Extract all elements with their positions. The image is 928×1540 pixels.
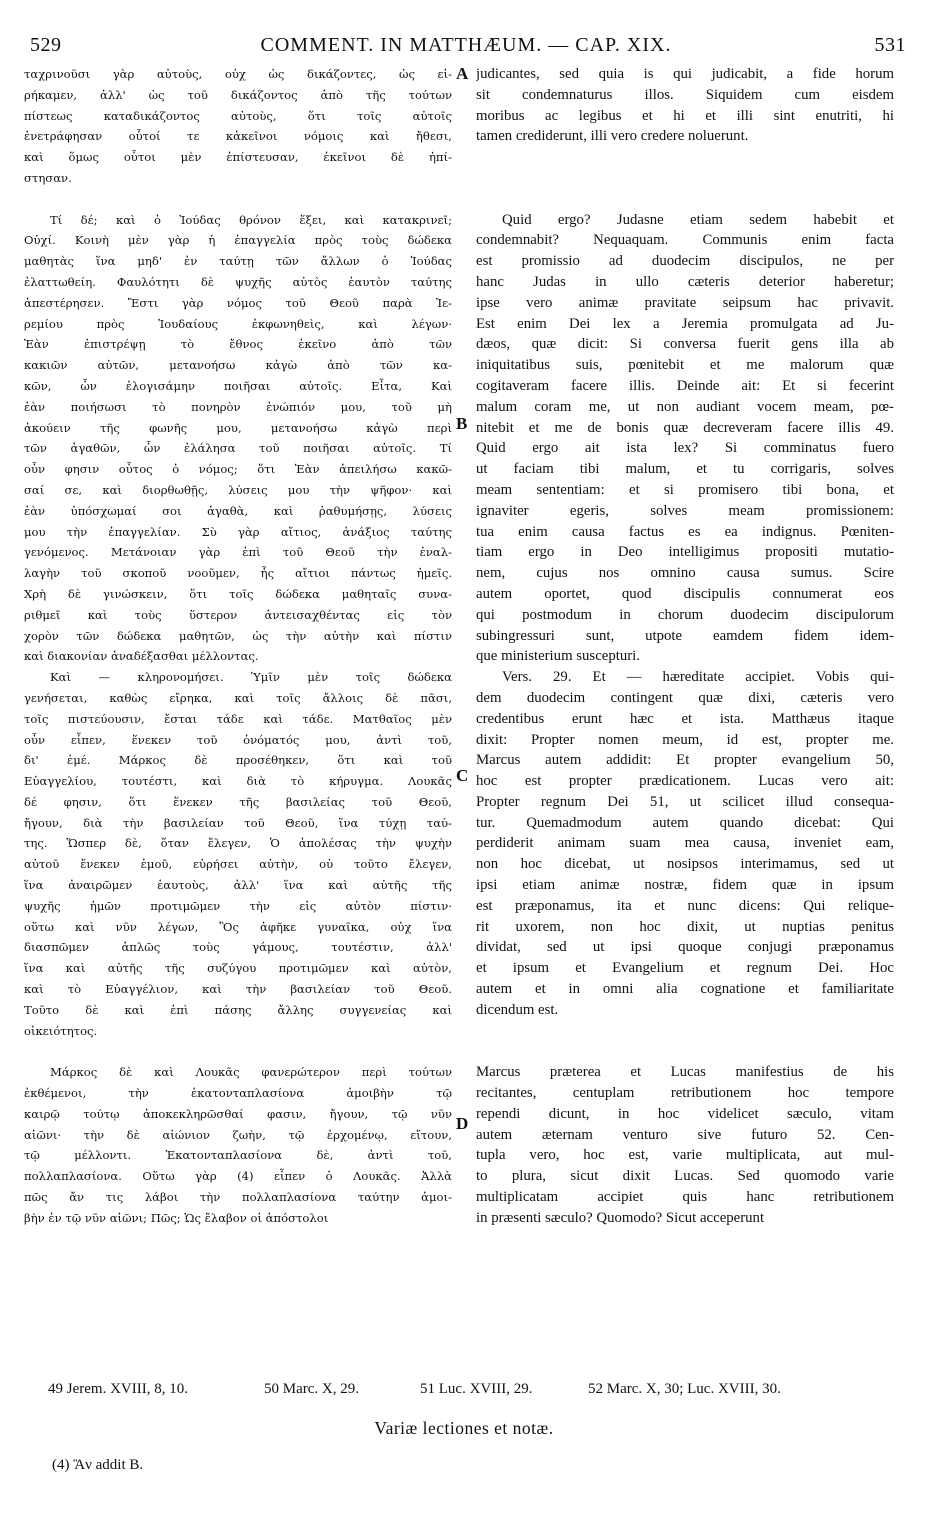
text-line: Vers. 29. Et — hæreditate accipiet. Vobis qui- bbox=[502, 669, 894, 686]
text-line: judicantes, sed quia is qui judicabit, a fide horum bbox=[476, 66, 894, 82]
text-line: Ἐὰν ἐπιστρέψῃ τὸ ἔθνος ἐκεῖνο ἀπὸ τῶν bbox=[24, 337, 452, 352]
text-line: Propter regnum Dei 51, ut scilicet illud consequa- bbox=[476, 793, 894, 810]
text-line: τῶν ἀγαθῶν, ὧν ἐλάλησα τοῦ ποιῆσαι αὐτοῖς. Τί bbox=[24, 441, 452, 456]
text-line: οἰκειότητος. bbox=[24, 1023, 98, 1038]
running-head bbox=[26, 34, 906, 62]
text-line: malum coram me, ut non audiant vocem meam, pœ- bbox=[476, 398, 894, 415]
text-line: tua enim causa factus es ea indignus. Pœniten- bbox=[476, 523, 894, 540]
text-line: meam sententiam: et si promisero tibi bona, et bbox=[476, 481, 894, 498]
latin-text-column bbox=[476, 64, 894, 1229]
text-line: ignaviter egeris, solves meam promissionem: bbox=[476, 502, 894, 519]
variae-lectiones-note: (4) Ἂν addit B. bbox=[52, 1457, 144, 1473]
text-line: Μάρκος δὲ καὶ Λουκᾶς φανερώτερον περὶ τούτων bbox=[50, 1065, 452, 1080]
text-line: cogitaveram facere illis. Deinde ait: Et si fecerint bbox=[476, 377, 894, 394]
page-number-right: 531 bbox=[874, 34, 906, 56]
text-line: οὖν εἶπεν, ἕνεκεν τοῦ ὀνόματός μου, ἀντὶ τοῦ, bbox=[24, 732, 452, 747]
text-line: ipsi etiam animæ nostræ, fidem quæ in ipsum bbox=[476, 877, 894, 894]
text-line: sit condemnaturus illos. Siquidem cum eisdem bbox=[476, 86, 894, 103]
text-line: dem duodecim contingent quæ dixi, cæteris vero bbox=[476, 689, 894, 706]
text-line: nitebit et me de bonis quæ decreveram facere illis 49. bbox=[476, 419, 894, 436]
text-line: Καὶ — κληρονομήσει. Ὑμῖν μὲν τοῖς δώδεκα bbox=[50, 670, 452, 685]
greek-text-column bbox=[24, 64, 452, 1229]
text-line: λαγὴν τοῦ σκοποῦ νοοῦμεν, ἧς αἴτιοι πάντως ἡμεῖς. bbox=[24, 566, 452, 581]
text-line: ριθμεῖ καὶ τοὺς ὕστερον ἀντεισαχθέντας εἰς τὸν bbox=[24, 607, 452, 622]
text-line: πολλαπλασίονα. Οὕτω γὰρ (4) εἶπεν ὁ Λουκᾶς. Ἀλλὰ bbox=[24, 1169, 452, 1184]
text-line: ἐνετράφησαν οὗτοί τε κἀκεῖνοι νόμοις καὶ ἤθεσι, bbox=[24, 129, 452, 144]
text-line: ψυχῆς ἡμῶν προτιμῶμεν τὴν εἰς αὐτὸν πίστιν· bbox=[24, 898, 452, 913]
text-line: Τί δέ; καὶ ὁ Ἰούδας θρόνον ἕξει, καὶ κατακρινεῖ; bbox=[50, 212, 452, 227]
text-line: μαθητὰς ἵνα μηδ' ἐν ταύτῃ τῶν ἄλλων ὁ Ἰούδας bbox=[24, 254, 452, 269]
text-line: πίστεως καταδικάζοντος αὐτοὺς, ὅτι τοῖς αὐτοῖς bbox=[24, 108, 452, 123]
text-line: dividat, sed ut ipsi quoque conjugi præponamus bbox=[476, 939, 894, 956]
margin-letter-a: A bbox=[456, 64, 469, 83]
text-line: Χρὴ δὲ γινώσκειν, ὅτι τοῖς δώδεκα μαθηταῖς συνα- bbox=[24, 586, 452, 601]
text-line: ἵνα καὶ αὐτῆς τῆς συζύγου προτιμῶμεν καὶ αὐτὸν, bbox=[24, 961, 452, 976]
text-line: dicendum est. bbox=[476, 1001, 559, 1018]
text-line: της. Ὥσπερ δὲ, ὅταν ἔλεγεν, Ὁ ἀπολέσας τὴν ψυχὴν bbox=[24, 836, 452, 851]
text-line: καὶ διακονίαν ἀναδέξασθαι μέλλοντας. bbox=[24, 649, 259, 664]
text-line: Est enim Dei lex a Jeremia promulgata ad Ju- bbox=[476, 315, 894, 332]
text-line: καὶ ὅμως οὗτοι μὲν ἐπίστευσαν, ἐκεῖνοι δὲ ἠπί- bbox=[24, 150, 452, 165]
paragraph-gap bbox=[24, 189, 452, 210]
text-line: τοῖς πιστεύουσιν, ἔσται τάδε καὶ τάδε. Ματθαῖος μὲν bbox=[24, 711, 452, 726]
text-line: Quid ergo ait ista lex? Si comminatus fuero bbox=[476, 440, 894, 457]
text-line: ut faciam tibi malum, et tu corrigaris, solves bbox=[476, 461, 894, 478]
text-line: et ipsum et Evangelium et regnum Dei. Hoc bbox=[476, 960, 894, 977]
footnotes bbox=[48, 1381, 888, 1405]
text-line: πῶς ἄν τις λάβοι τὴν πολλαπλασίονα ταύτην ἀμοι- bbox=[24, 1190, 452, 1205]
text-line: ρήκαμεν, ἀλλ' ὡς τοῦ δικάζοντος ἀπὸ τῆς τούτων bbox=[24, 87, 452, 102]
text-line: στησαν. bbox=[24, 170, 72, 185]
paragraph-gap bbox=[476, 1021, 894, 1042]
text-line: tiam ergo in Deo intelligimus propositi mutatio- bbox=[476, 544, 894, 561]
text-line: γενόμενος. Μετάνοιαν γὰρ ἐπὶ τοῦ Θεοῦ τὴν ἐναλ- bbox=[24, 545, 452, 560]
text-line: ἤγουν, διὰ τὴν βασιλείαν τοῦ Θεοῦ, ἵνα τύχῃ ταύ- bbox=[24, 815, 452, 830]
text-line: in præsenti sæculo? Quomodo? Sicut acceperunt bbox=[476, 1209, 765, 1226]
paragraph-gap bbox=[24, 1041, 452, 1062]
text-line: condemnabit? Nequaquam. Communis enim facta bbox=[476, 232, 894, 249]
text-line: autem æternam venturo sive futuro 52. Cen- bbox=[476, 1126, 894, 1143]
text-line: autem et in omni alia cognatione et familiaritate bbox=[476, 981, 894, 998]
text-line: autem oportet, quod discipulis connumerat eos bbox=[476, 585, 894, 602]
text-line: αἰῶνι· τὴν δὲ αἰώνιον ζωὴν, τῷ ἐρχομένῳ, εἴτουν, bbox=[24, 1127, 452, 1142]
text-line: αὐτοῦ ἕνεκεν ἐμοῦ, εὑρήσει αὐτὴν, οὐ τοῦτο ἔλεγεν, bbox=[24, 857, 452, 872]
text-line: perdiderit animam suam mea causa, inveniet eam, bbox=[476, 835, 894, 852]
text-line: recitantes, centuplam retributionem hoc tempore bbox=[476, 1085, 894, 1102]
text-line: dæos, quæ dicit: Si conversa fuerit gens illa ab bbox=[476, 336, 894, 353]
text-line: credentibus erunt hæc et ista. Matthæus itaque bbox=[476, 710, 894, 727]
text-line: ἐκθέμενοι, τὴν ἑκατονταπλασίονα ἀμοιβὴν τῷ bbox=[24, 1086, 452, 1101]
text-line: ταχρινοῦσι γὰρ αὐτοὺς, οὐχ ὡς δικάζοντες, ὡς εἰ- bbox=[24, 67, 452, 81]
variae-lectiones-title: Variæ lectiones et notæ. bbox=[374, 1418, 554, 1438]
text-line: non hoc dicebat, ut nosipsos interimamus, sed ut bbox=[476, 856, 894, 873]
text-line: dixit: Propter nomen meum, id est, propter me. bbox=[476, 731, 894, 748]
margin-letter-b: B bbox=[456, 414, 468, 433]
text-line: δέ φησιν, ὅτι ἕνεκεν τῆς βασιλείας τοῦ Θεοῦ, bbox=[24, 794, 452, 809]
text-line: ἀκούειν τῆς φωνῆς μου, μετανοήσω κἀγὼ περὶ bbox=[24, 420, 452, 435]
footnote: 50 Marc. X, 29. bbox=[264, 1381, 359, 1397]
text-line: Marcus præterea et Lucas manifestius de his bbox=[476, 1064, 894, 1081]
text-line: ἵνα ἀναιρῶμεν ἑαυτοὺς, ἀλλ' ἵνα καὶ αὐτῆς τῆς bbox=[24, 878, 452, 893]
paragraph-gap bbox=[476, 189, 894, 210]
text-line: Marcus autem addidit: Et propter evangelium 50, bbox=[476, 752, 894, 769]
text-line: nem, cujus nos omnino causa sumus. Scire bbox=[476, 565, 894, 582]
text-line: multiplicatam accipiet quis hanc retributionem bbox=[476, 1189, 894, 1206]
page-number-left: 529 bbox=[30, 34, 62, 56]
text-line: tamen crediderunt, illi vero credere noluerunt. bbox=[476, 128, 749, 145]
text-line: οὕτω καὶ νῦν λέγων, Ὃς ἀφῆκε γυναῖκα, οὐχ ἵνα bbox=[24, 919, 452, 934]
text-line: que ministerium suscepturi. bbox=[476, 648, 640, 665]
text-line: hoc est propter prædicationem. Lucas vero ait: bbox=[476, 773, 894, 790]
text-line: Quid ergo? Judasne etiam sedem habebit et bbox=[502, 211, 894, 228]
text-line: tur. Quemadmodum autem quando dicebat: Qui bbox=[476, 814, 894, 831]
text-line: to plura, sicut dixit Lucas. Sed quomodo varie bbox=[476, 1168, 894, 1185]
text-line: est promissio ad duodecim discipulos, ne per bbox=[476, 253, 894, 270]
footnote: 51 Luc. XVIII, 29. bbox=[420, 1381, 533, 1397]
margin-letter-d: D bbox=[456, 1114, 469, 1133]
text-line: ἐὰν ὑπόσχωμαί σοι ἀγαθὰ, καὶ ῥαθυμήσῃς, λύσεις bbox=[24, 503, 452, 518]
text-line: rependi dicunt, in hoc videlicet sæculo, vitam bbox=[476, 1105, 894, 1122]
text-line: qui postmodum in chorum duodecim discipulorum bbox=[476, 606, 894, 623]
running-title: COMMENT. IN MATTHÆUM. — CAP. XIX. bbox=[260, 34, 672, 56]
text-line: Οὐχί. Κοινὴ μὲν γὰρ ἡ ἐπαγγελία πρὸς τοὺς δώδεκα bbox=[24, 233, 452, 248]
text-line: κακιῶν αὐτῶν, μετανοήσω κἀγὼ ἀπὸ τῶν κα- bbox=[24, 358, 452, 373]
text-line: Τοῦτο δὲ καὶ ἐπὶ πάσης ἄλλης συγγενείας καὶ bbox=[24, 1002, 452, 1017]
footnote: 52 Marc. X, 30; Luc. XVIII, 30. bbox=[588, 1381, 781, 1397]
text-line: ipse vero animæ pravitate seipsum hac privavit. bbox=[476, 294, 894, 311]
text-line: subingressuri sunt, utpote eamdem fidem idem- bbox=[476, 627, 894, 644]
text-line: γενήσεται, καθὼς εἴρηκα, καὶ τοῖς ἄλλοις δὲ πᾶσι, bbox=[24, 690, 452, 705]
text-line: διασπῶμεν ἁπλῶς τοὺς γάμους, τουτέστιν, ἀλλ' bbox=[24, 940, 452, 955]
paragraph-gap bbox=[476, 168, 894, 189]
text-line: κῶν, ὧν ἐλογισάμην ποιῆσαι αὐτοῖς. Εἶτα, Καὶ bbox=[24, 378, 452, 393]
footnote: 49 Jerem. XVIII, 8, 10. bbox=[48, 1381, 188, 1397]
text-line: ρεμίου πρὸς Ἰουδαίους ἐκφωνηθεὶς, καὶ λέγων· bbox=[24, 316, 452, 331]
paragraph-gap bbox=[476, 147, 894, 168]
text-line: μου τὴν ἐπαγγελίαν. Σὺ γὰρ αἴτιος, ἀνάξιος ταύτης bbox=[24, 524, 452, 539]
text-line: δι' ἐμέ. Μάρκος δὲ προσέθηκεν, ὅτι καὶ τοῦ bbox=[24, 753, 452, 768]
text-line: τῷ μέλλοντι. Ἑκατονταπλασίονα δὲ, ἀντὶ τοῦ, bbox=[24, 1148, 452, 1163]
text-line: βὴν ἐν τῷ νῦν αἰῶνι; Πῶς; Ὡς ἔλαβον οἱ ἀπόστολοι bbox=[24, 1210, 329, 1225]
text-line: moribus ac legibus et hi et illi sint enutriti, hi bbox=[476, 107, 894, 124]
text-line: ἐὰν ποιήσωσι τὸ πονηρὸν ἐνώπιόν μου, τοῦ μὴ bbox=[24, 399, 452, 414]
text-line: tupla vero, hoc est, varie multiplicata, aut mul- bbox=[476, 1147, 894, 1164]
text-line: rit uxorem, non hoc dixit, ut nuptias penitus bbox=[476, 918, 894, 935]
text-line: iniquitatibus suis, pœnitebit et me malorum quæ bbox=[476, 357, 894, 374]
text-line: hanc Judas in ullo cæteris deterior haberetur; bbox=[476, 273, 894, 290]
text-line: est præponamus, ita et nunc dicens: Qui relique- bbox=[476, 897, 894, 914]
text-line: σαί σε, καὶ διορθωθῇς, λύσεις μου τὴν ψῆφον· καὶ bbox=[24, 482, 452, 497]
text-line: χορὸν τῶν δώδεκα μαθητῶν, ὡς τὴν αὐτὴν καὶ πίστιν bbox=[24, 628, 452, 643]
text-line: Εὐαγγελίου, τουτέστι, καὶ διὰ τὸ κήρυγμα. Λουκᾶς bbox=[24, 774, 452, 789]
margin-letter-c: C bbox=[456, 766, 469, 785]
text-line: οὖν φησιν οὗτος ὁ νόμος; ὅτι Ἐὰν ἀπειλήσω κακῶ- bbox=[24, 462, 452, 477]
paragraph-gap bbox=[476, 1041, 894, 1062]
text-line: ἀπεστέρησεν. Ἔστι γὰρ νόμος τοῦ Θεοῦ παρὰ Ἱε- bbox=[24, 295, 452, 310]
text-line: ἐλαττωθείη. Φαυλότητι δὲ ψυχῆς αὐτὸς ἑαυτὸν ταύτης bbox=[24, 274, 452, 289]
text-line: καὶ τὸ Εὐαγγέλιον, καὶ τὴν βασιλείαν τοῦ Θεοῦ. bbox=[24, 982, 452, 997]
text-line: καιρῷ τούτῳ ἀποκεκληρῶσθαί φασιν, ἤγουν, τῷ νῦν bbox=[24, 1106, 452, 1121]
